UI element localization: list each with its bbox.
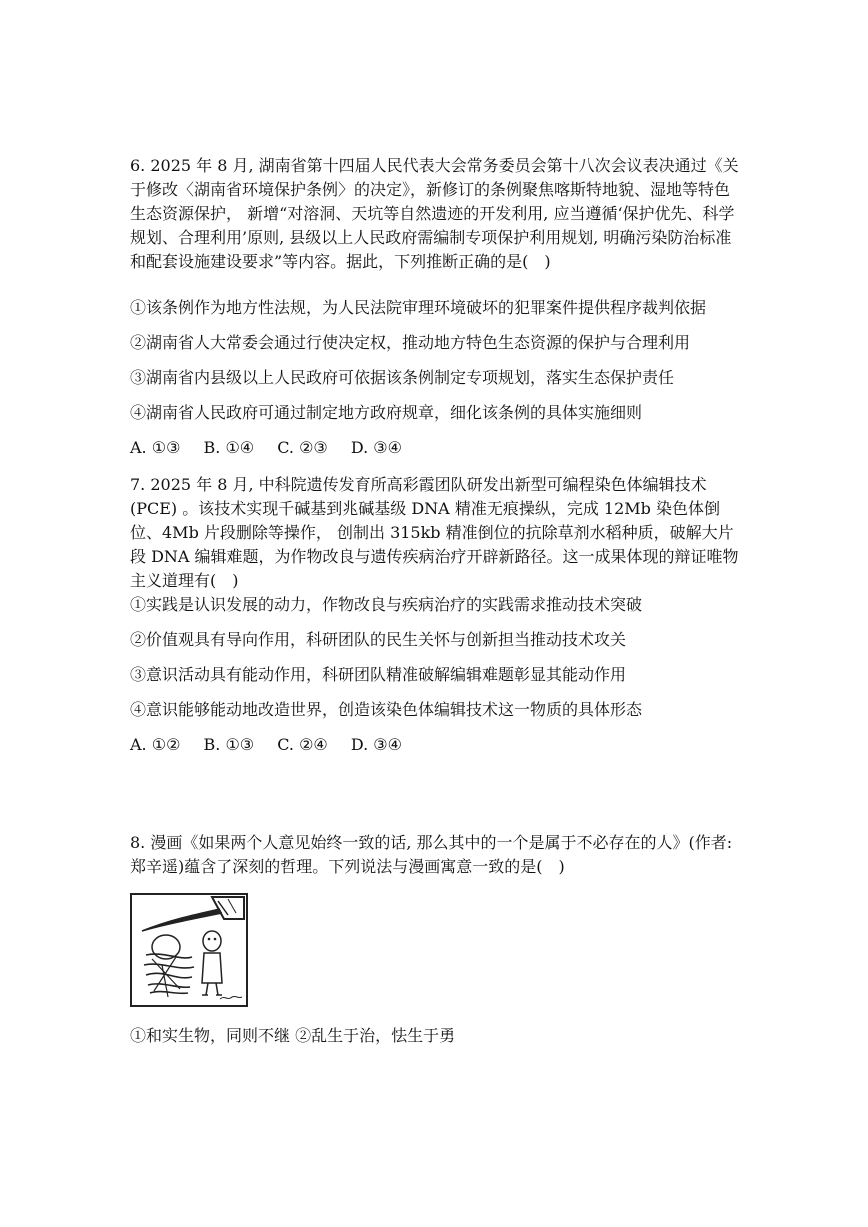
question-6-choices — [130, 436, 420, 460]
question-6-option-4: ④湖南省人民政府可通过制定地方政府规章，细化该条例的具体实施细则 — [130, 403, 643, 422]
question-6-choice-b: B. ①④ — [203, 438, 255, 457]
question-7-choice-d: D. ③④ — [350, 735, 402, 754]
scribbled-figure — [144, 935, 194, 997]
question-6-stem: 6. 2025 年 8 月, 湖南省第十四届人民代表大会常务委员会第十八次会议表决通过《关于修改〈湖南省环境保护条例〉的决定》，新修订的条例聚焦喀斯特地貌、湿地等特色生态资源保护， 新增“对溶洞、天坑等自然遗迹的开发利用, 应当遵循‘保护优先、科学规划、合理利用’原则, 县级以上人民政府需编制专项保护利用规划, 明确污染防治标准和配套设施建设要求”等内容。据此，下列推断正确的是( ) — [130, 156, 739, 271]
signature-mark — [220, 996, 242, 999]
pencil-icon — [212, 897, 244, 919]
question-6-choice-a: A. ①③ — [130, 438, 181, 457]
question-7-choice-a: A. ①② — [130, 735, 181, 754]
question-7-option-3: ③意识活动具有能动作用，科研团队精准破解编辑难题彰显其能动作用 — [130, 665, 627, 684]
question-6-choice-d: D. ③④ — [350, 438, 402, 457]
question-7-option-4: ④意识能够能动地改造世界，创造该染色体编辑技术这一物质的具体形态 — [130, 700, 643, 719]
cartoon-image — [130, 893, 248, 1007]
question-7-option-1: ①实践是认识发展的动力，作物改良与疾病治疗的实践需求推动技术突破 — [130, 595, 643, 614]
question-8-options: ①和实生物，同则不继 ②乱生于治，怯生于勇 — [130, 1026, 456, 1045]
question-6-choice-c: C. ②③ — [277, 438, 328, 457]
question-6-option-3: ③湖南省内县级以上人民政府可依据该条例制定专项规划，落实生态保护责任 — [130, 368, 675, 387]
question-6-option-1: ①该条例作为地方性法规，为人民法院审理环境破坏的犯罪案件提供程序裁判依据 — [130, 298, 707, 317]
question-7-choice-c: C. ②④ — [277, 735, 328, 754]
question-6-option-2: ②湖南省人大常委会通过行使决定权，推动地方特色生态资源的保护与合理利用 — [130, 333, 691, 352]
question-7-choices — [130, 733, 420, 757]
cartoon-drawing — [132, 895, 246, 1005]
standing-figure — [202, 931, 222, 995]
question-7-choice-b: B. ①③ — [203, 735, 255, 754]
question-7-option-2: ②价值观具有导向作用，科研团队的民生关怀与创新担当推动技术攻关 — [130, 630, 627, 649]
question-7-stem: 7. 2025 年 8 月, 中科院遗传发育所高彩霞团队研发出新型可编程染色体编辑技术 (PCE) 。该技术实现千碱基到兆碱基级 DNA 精准无痕操纵，完成 12Mb 染色体倒位、4Mb 片段删除等操作， 创制出 315kb 精准倒位的抗除草剂水稻种质，破解大片段 DNA 编辑难题，为作物改良与遗传疾病治疗开辟新路径。这一成果体现的辩证唯物主义道理有( ) — [130, 475, 739, 590]
question-8-stem: 8. 漫画《如果两个人意见始终一致的话, 那么其中的一个是属于不必存在的人》(作者:郑辛遥)蕴含了深刻的哲理。下列说法与漫画寓意一致的是( ) — [130, 833, 733, 876]
